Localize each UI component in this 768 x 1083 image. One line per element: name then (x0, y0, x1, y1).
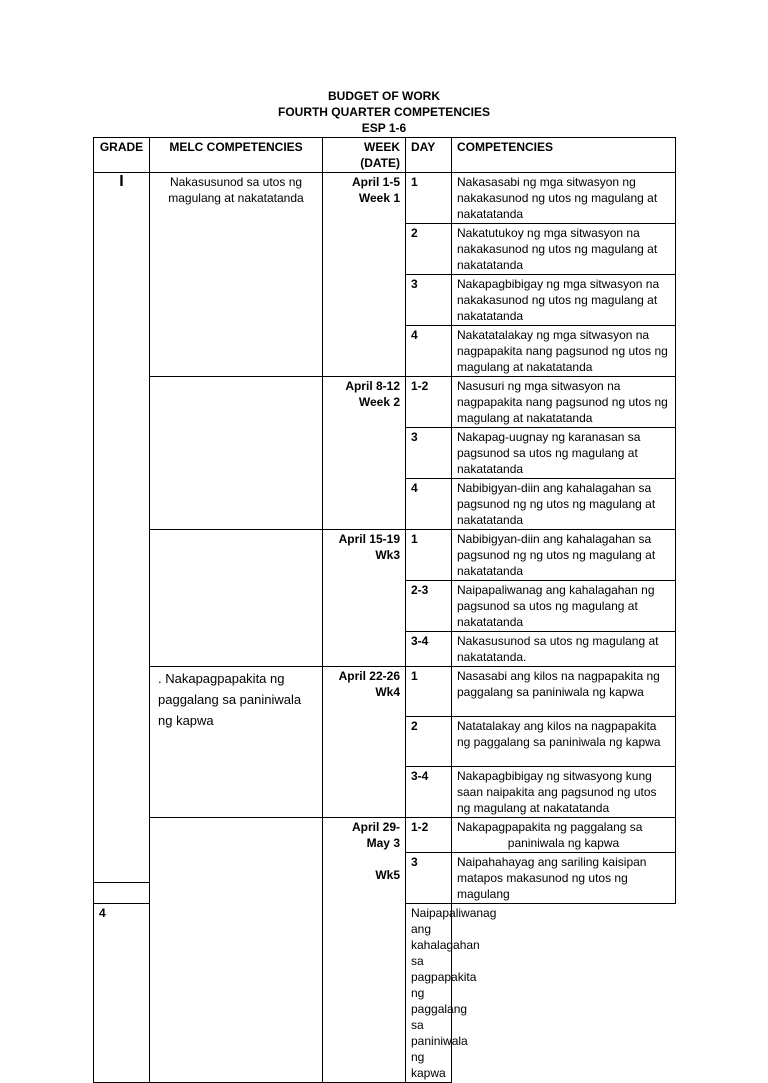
day-cell: 3-4 (406, 767, 452, 818)
header-week-line1: WEEK (364, 140, 400, 154)
competency-cell: Naipapaliwanag ang kahalagahan ng pagsunod sa utos ng magulang at nakatatanda (452, 581, 676, 632)
melc-cell-2 (150, 377, 323, 530)
competency-cell: Nabibigyan-diin ang kahalagahan sa pagsunod ng ng utos ng magulang at nakatatanda (452, 530, 676, 581)
day-cell: 1-2 (406, 818, 452, 853)
header-melc-competencies: MELC COMPETENCIES (150, 138, 323, 173)
table-header-row (94, 138, 676, 173)
competency-cell: Nakapag-uugnay ng karanasan sa pagsunod sa utos ng magulang at nakatatanda (452, 428, 676, 479)
competency-cell: Nakapagbibigay ng sitwasyong kung saan naipakita ang pagsunod ng utos ng magulang at nakatatanda (452, 767, 676, 818)
day-cell: 4 (94, 904, 150, 1083)
week-4-date: April 22-26 (338, 669, 400, 683)
week-5-label: Wk5 (375, 868, 400, 882)
day-cell: 1 (406, 667, 452, 717)
competency-line-1: Nakapagpapakita ng paggalang sa (457, 820, 643, 834)
day-cell: 1-2 (406, 377, 452, 428)
melc-cell-1: Nakasusunod sa utos ng magulang at nakatatanda (150, 173, 323, 377)
day-cell: 4 (406, 326, 452, 377)
table-row (94, 377, 676, 428)
header-week-line2: (DATE) (360, 156, 400, 170)
day-cell: 3 (406, 853, 452, 904)
title-line-3: ESP 1-6 (361, 121, 407, 135)
week-cell-5 (323, 818, 406, 1083)
table-row (94, 173, 676, 224)
week-cell-3 (323, 530, 406, 667)
header-week-date (323, 138, 406, 173)
table-row (94, 667, 676, 717)
competency-cell: Nakasasabi ng mga sitwasyon ng nakakasunod ng utos ng magulang at nakatatanda (452, 173, 676, 224)
competency-cell: Nakasusunod sa utos ng magulang at nakatatanda. (452, 632, 676, 667)
day-cell: 4 (406, 479, 452, 530)
header-grade: GRADE (94, 138, 150, 173)
week-5-end-date: May 3 (366, 836, 400, 850)
week-1-label: Week 1 (358, 191, 400, 205)
week-cell-2 (323, 377, 406, 530)
week-2-date: April 8-12 (345, 379, 400, 393)
table-row (94, 530, 676, 581)
week-cell-4 (323, 667, 406, 818)
header-competencies: COMPETENCIES (452, 138, 676, 173)
day-cell: 2-3 (406, 581, 452, 632)
week-3-label: Wk3 (375, 548, 400, 562)
competency-cell: Nakapagbibigay ng mga sitwasyon na nakakasunod ng utos ng magulang at nakatatanda (452, 275, 676, 326)
header-day: DAY (406, 138, 452, 173)
title-line-2: FOURTH QUARTER COMPETENCIES (277, 105, 490, 119)
week-2-label: Week 2 (358, 395, 400, 409)
competency-cell: Nasasabi ang kilos na nagpapakita ng paggalang sa paniniwala ng kapwa (452, 667, 676, 717)
budget-of-work-table (93, 137, 676, 1083)
melc-cell-3 (150, 530, 323, 667)
day-cell: 3-4 (406, 632, 452, 667)
competency-line-2: paniniwala ng kapwa (507, 836, 620, 850)
competency-cell: Naipahahayag ang sariling kaisipan matapos makasunod ng utos ng magulang (452, 853, 676, 904)
title-line-1: BUDGET OF WORK (328, 89, 440, 103)
document-title (93, 88, 675, 136)
grade-value: I (119, 173, 124, 190)
week-cell-1 (323, 173, 406, 377)
day-cell: 3 (406, 428, 452, 479)
competency-cell (452, 818, 676, 853)
competency-cell: Naipapaliwanag ang kahalagahan sa pagpapakita ng paggalang sa paniniwala ng kapwa (406, 904, 452, 1083)
week-4-label: Wk4 (375, 685, 400, 699)
week-1-date: April 1-5 (351, 175, 400, 189)
day-cell: 2 (406, 717, 452, 767)
competency-cell: Nakatatalakay ng mga sitwasyon na nagpapakita nang pagsunod ng utos ng magulang at nakatatanda (452, 326, 676, 377)
table-row (94, 818, 676, 853)
day-cell: 1 (406, 530, 452, 581)
week-3-date: April 15-19 (338, 532, 400, 546)
melc-cell-4: . Nakapagpapakita ng paggalang sa paniniwala ng kapwa (150, 667, 323, 818)
day-cell: 2 (406, 224, 452, 275)
melc-cell-5 (150, 818, 323, 1083)
grade-cell (94, 173, 150, 904)
week-5-date: April 29- (351, 820, 400, 834)
competency-cell: Natatalakay ang kilos na nagpapakita ng paggalang sa paniniwala ng kapwa (452, 717, 676, 767)
competency-cell: Nabibigyan-diin ang kahalagahan sa pagsunod ng ng utos ng magulang at nakatatanda (452, 479, 676, 530)
grade-column-divider (93, 882, 149, 883)
day-cell: 3 (406, 275, 452, 326)
competency-cell: Nasusuri ng mga sitwasyon na nagpapakita nang pagsunod ng utos ng magulang at nakatatanda (452, 377, 676, 428)
day-cell: 1 (406, 173, 452, 224)
competency-cell: Nakatutukoy ng mga sitwasyon na nakakasunod ng utos ng magulang at nakatatanda (452, 224, 676, 275)
